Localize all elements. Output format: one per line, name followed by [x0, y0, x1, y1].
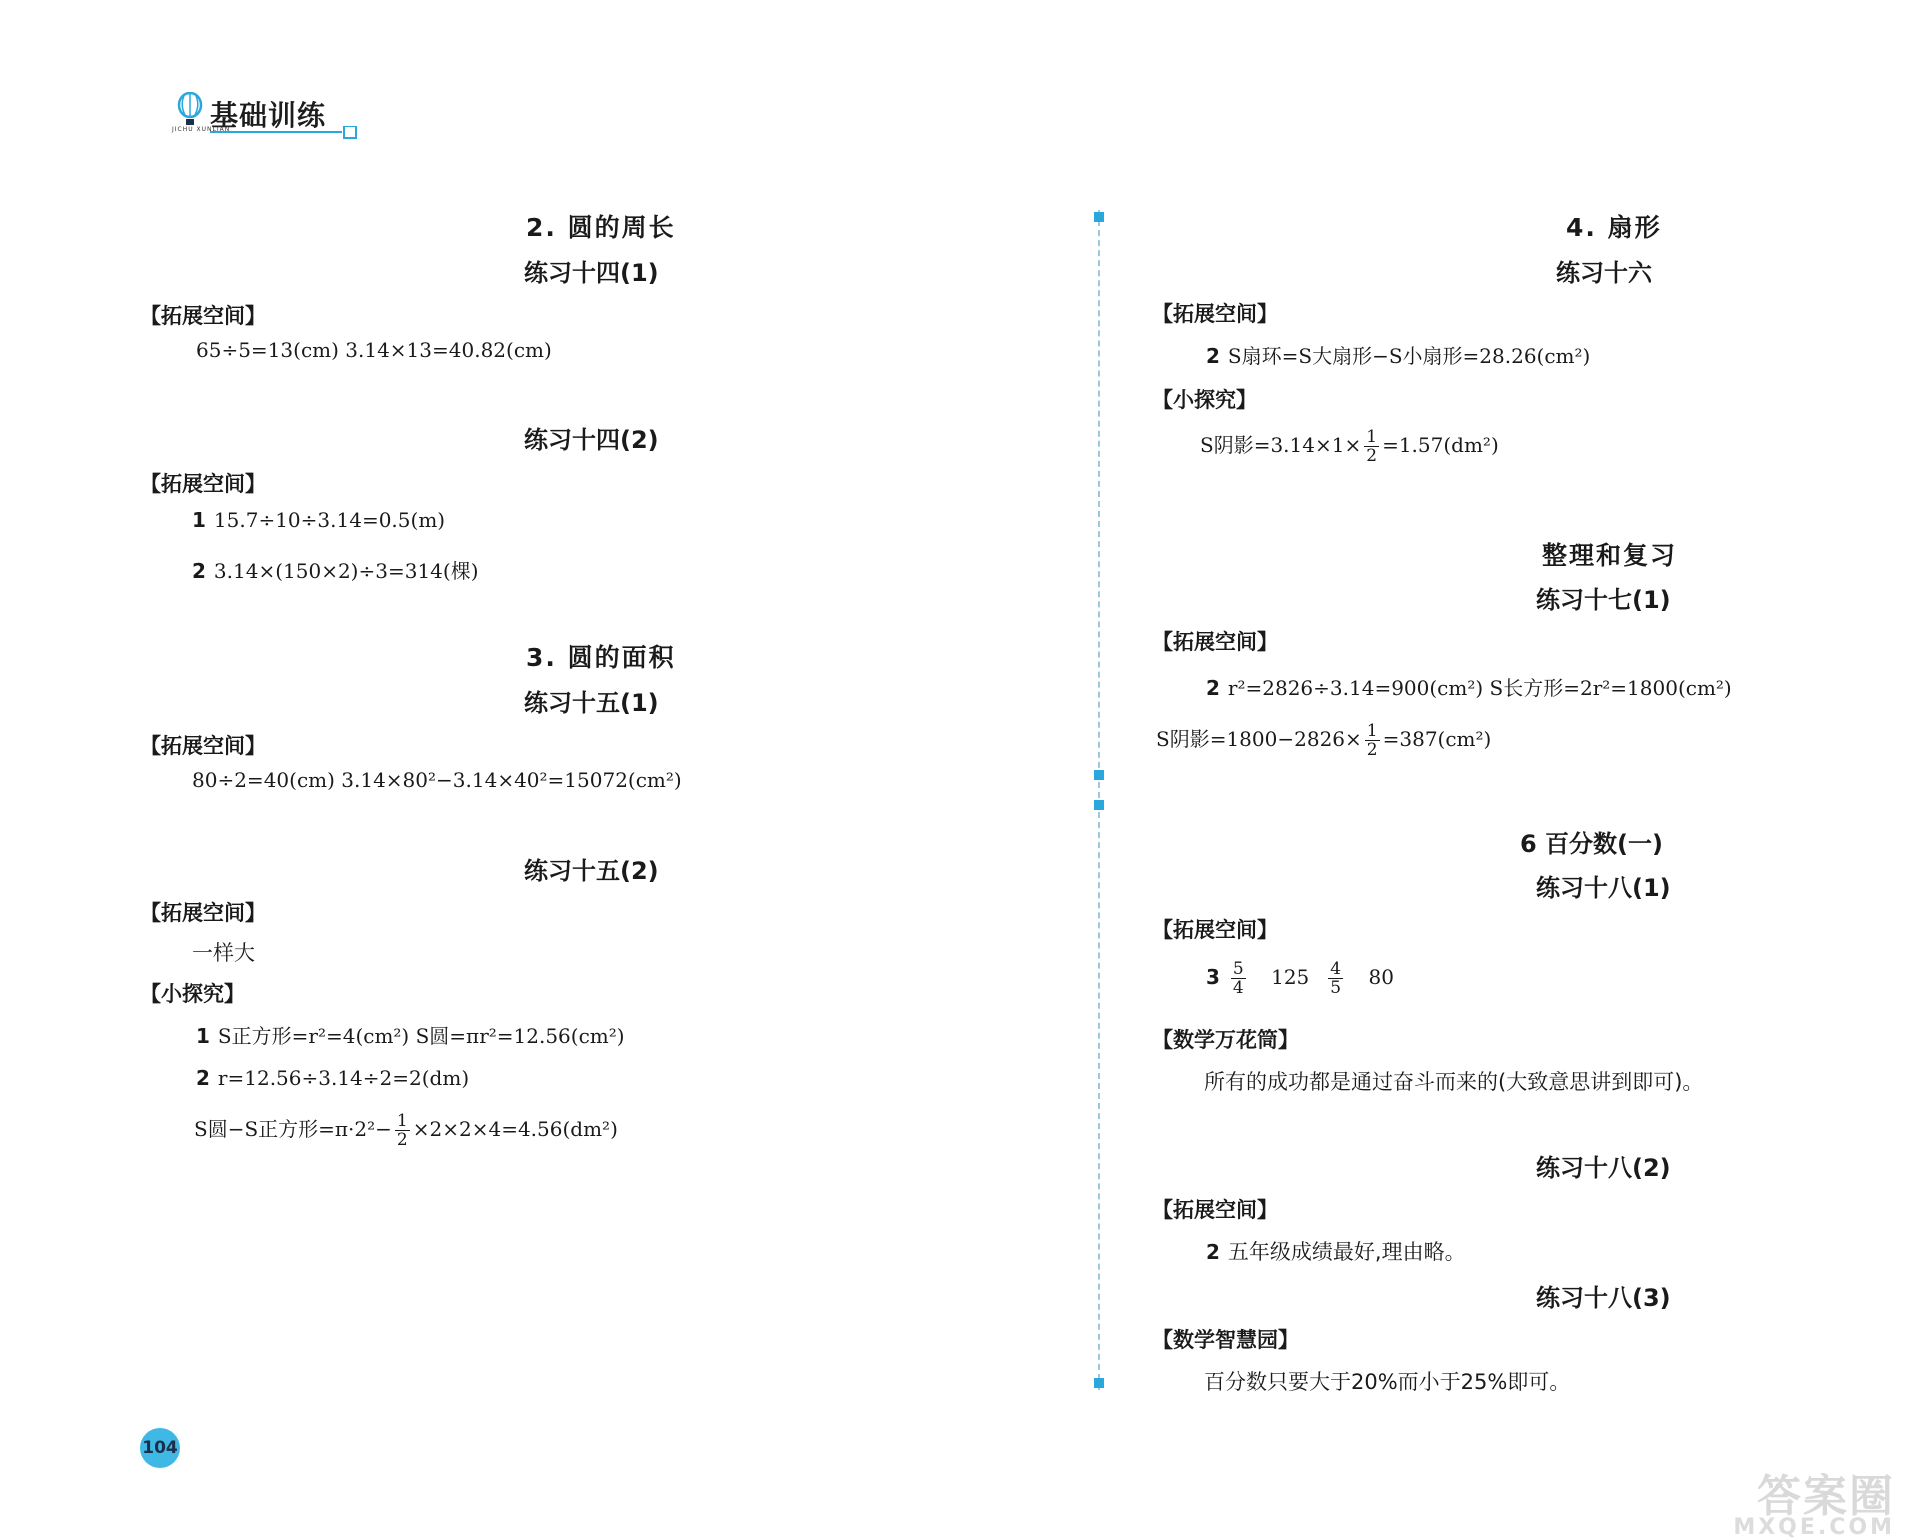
- logo-title: 基础训练: [210, 99, 327, 132]
- answer-text: r=12.56÷3.14÷2=2(dm): [217, 1066, 470, 1090]
- unit-title-percent: 6 百分数(一): [1520, 830, 1663, 858]
- answer-line: [1156, 722, 1491, 759]
- answer-line: 百分数只要大于20%而小于25%即可。: [1204, 1370, 1571, 1394]
- tag-math-kaleidoscope: 【数学万花筒】: [1152, 1028, 1299, 1052]
- answer-line: [192, 508, 445, 532]
- answer-line: [194, 1112, 618, 1149]
- answer-text: =387(cm²): [1382, 727, 1492, 751]
- logo-subtitle: JICHU XUNLIAN: [172, 126, 231, 133]
- answer-line: [192, 555, 479, 584]
- tag-expansion: 【拓展空间】: [1152, 302, 1278, 326]
- watermark: 答案圈: [1757, 1471, 1895, 1522]
- section-title-review: 整理和复习: [1542, 541, 1678, 570]
- exercise-title: 练习十五(1): [524, 689, 659, 717]
- divider-marker: [1094, 212, 1104, 222]
- answer-line: [1206, 672, 1732, 701]
- answer-text: r²=2826÷3.14=900(cm²) S长方形=2r²=1800(cm²): [1227, 676, 1732, 700]
- answer-text: S圆−S正方形=π·2²−: [194, 1117, 392, 1141]
- question-number: 1: [192, 508, 206, 532]
- answer-line: 80÷2=40(cm) 3.14×80²−3.14×40²=15072(cm²): [192, 768, 682, 792]
- tag-expansion: 【拓展空间】: [1152, 918, 1278, 942]
- answer-line: 65÷5=13(cm) 3.14×13=40.82(cm): [196, 338, 552, 362]
- fraction: $\frac{1}{2}$: [396, 1111, 408, 1150]
- question-number: 3: [1206, 965, 1220, 989]
- divider-marker: [1094, 800, 1104, 810]
- question-number: 1: [196, 1024, 210, 1048]
- answer-line: [1206, 1236, 1466, 1266]
- answer-text: S扇环=S大扇形−S小扇形=28.26(cm²): [1227, 344, 1591, 368]
- exercise-title: 练习十八(2): [1536, 1154, 1671, 1182]
- answer-line: [196, 1066, 469, 1090]
- exercise-title: 练习十四(2): [524, 426, 659, 454]
- exercise-title: 练习十六: [1556, 259, 1652, 287]
- section-title-circumference: 2. 圆的周长: [526, 213, 676, 242]
- page-number: 104: [140, 1428, 180, 1468]
- tag-expansion: 【拓展空间】: [140, 304, 266, 328]
- fraction: $\frac{1}{2}$: [1366, 721, 1378, 760]
- answer-text: ×2×2×4=4.56(dm²): [412, 1117, 618, 1141]
- divider-marker: [1094, 1378, 1104, 1388]
- question-number: 2: [192, 559, 206, 583]
- question-number: 2: [1206, 676, 1220, 700]
- section-title-area: 3. 圆的面积: [526, 643, 676, 672]
- exercise-title: 练习十四(1): [524, 259, 659, 287]
- tag-exploration: 【小探究】: [140, 982, 245, 1006]
- answer-text: 3.14×(150×2)÷3=314(棵): [213, 559, 479, 583]
- answer-line: [196, 1020, 625, 1049]
- tag-exploration: 【小探究】: [1152, 388, 1257, 412]
- answer-line: [1200, 428, 1499, 465]
- answer-value: 125: [1271, 965, 1310, 989]
- answer-text: S阴影=3.14×1×: [1200, 433, 1362, 457]
- question-number: 2: [1206, 344, 1220, 368]
- answer-line: 一样大: [192, 941, 255, 965]
- answer-line: [1206, 340, 1590, 369]
- answer-text: =1.57(dm²): [1382, 433, 1499, 457]
- section-title-sector: 4. 扇形: [1566, 213, 1662, 242]
- tag-expansion: 【拓展空间】: [1152, 1198, 1278, 1222]
- tag-expansion: 【拓展空间】: [1152, 630, 1278, 654]
- answer-text: 五年级成绩最好,理由略。: [1227, 1240, 1466, 1264]
- answer-line: 所有的成功都是通过奋斗而来的(大致意思讲到即可)。: [1204, 1070, 1704, 1094]
- tag-expansion: 【拓展空间】: [140, 901, 266, 925]
- answer-text: S阴影=1800−2826×: [1156, 727, 1362, 751]
- hot-air-balloon-icon: [176, 92, 204, 128]
- answer-text: S正方形=r²=4(cm²) S圆=πr²=12.56(cm²): [217, 1024, 625, 1048]
- tag-expansion: 【拓展空间】: [140, 472, 266, 496]
- exercise-title: 练习十八(1): [1536, 874, 1671, 902]
- fraction: $\frac{1}{2}$: [1366, 427, 1378, 466]
- exercise-title: 练习十五(2): [524, 857, 659, 885]
- question-number: 2: [1206, 1240, 1220, 1264]
- exercise-title: 练习十七(1): [1536, 586, 1671, 614]
- answer-value: 80: [1368, 965, 1394, 989]
- answer-text: 15.7÷10÷3.14=0.5(m): [213, 508, 446, 532]
- answer-line: [1206, 960, 1394, 997]
- watermark-url: MXQE.COM: [1733, 1515, 1895, 1540]
- divider-marker: [1094, 770, 1104, 780]
- fraction: $\frac{5}{4}$: [1232, 959, 1244, 998]
- logo-underline: [210, 126, 360, 140]
- tag-expansion: 【拓展空间】: [140, 734, 266, 758]
- exercise-title: 练习十八(3): [1536, 1284, 1671, 1312]
- tag-math-wisdom: 【数学智慧园】: [1152, 1328, 1299, 1352]
- fraction: $\frac{4}{5}$: [1330, 959, 1342, 998]
- question-number: 2: [196, 1066, 210, 1090]
